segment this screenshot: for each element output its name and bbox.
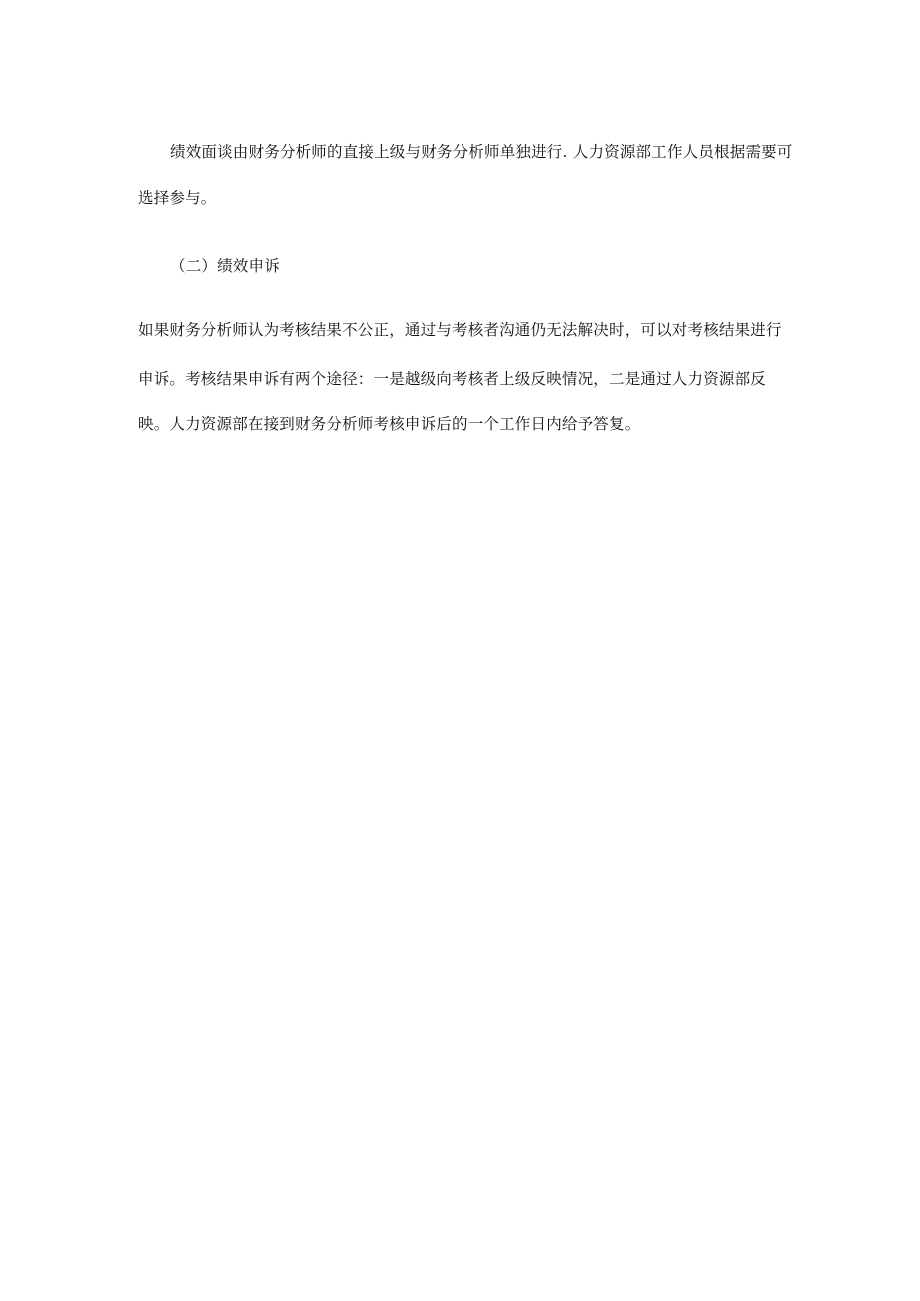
paragraph-text: 绩效面谈由财务分析师的直接上级与财务分析师单独进行. 人力资源部工作人员根据需要可 (170, 143, 793, 161)
paragraph-text: 选择参与。 (138, 189, 217, 207)
section-heading: （二）绩效申诉 (170, 257, 280, 275)
paragraph-text: 如果财务分析师认为考核结果不公正，通过与考核者沟通仍无法解决时，可以对考核结果进行 (138, 321, 782, 339)
paragraph-text: 映。人力资源部在接到财务分析师考核申诉后的一个工作日内给予答复。 (138, 415, 641, 433)
paragraph-text: 申诉。考核结果申诉有两个途径：一是越级向考核者上级反映情况，二是通过人力资源部反 (138, 370, 767, 388)
